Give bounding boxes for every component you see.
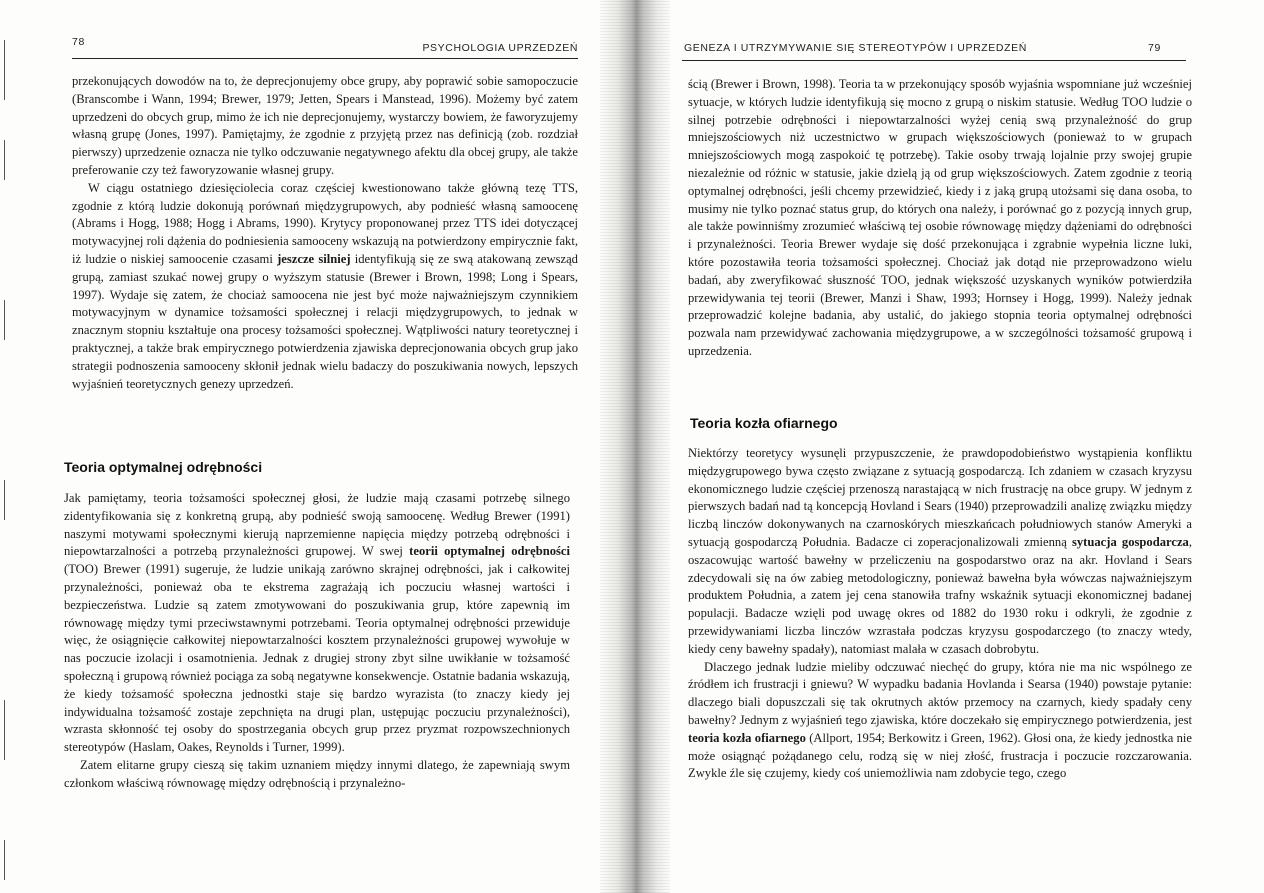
right-page (660, 0, 1264, 893)
page-number: 79 (1148, 42, 1161, 54)
paragraph: Niektórzy teoretycy wysunęli przypuszczenie, że prawdopodobieństwo wystąpienia konfliktu międzygrupowego bywa często związane z sytuacją gospodarczą. Ich zdaniem w czasach kryzysu ekonomicznego ludzie częściej przenoszą narastającą w nich frustrację na obce grupy. W jednym z pierwszych badań nad tą koncepcją Hovland i Sears (1940) przeprowadzili analizę związku między liczbą linczów dokonywanych na czarnoskórych mieszkańcach południowych stanów Ameryki a sytuacją gospodarczą Południa. Badacze ci zoperacjonalizowali zmienną sytuacja gospodarcza, oszacowując wartość bawełny w przeliczeniu na gospodarstwo oraz na akr. Hovland i Sears zdecydowali się na ów zabieg metodologiczny, ponieważ bawełna była wówczas najważniejszym produktem Południa, a zatem jej cena stanowiła trafny wskaźnik sytuacji ekonomicznej badanej populacji. Badacze wzięli pod uwagę okres od 1882 do 1930 roku i odkryli, że zgodnie z przewidywaniami liczba linczów wzrastała podczas kryzysu gospodarczego (to znaczy wtedy, kiedy ceny bawełny spadały), natomiast malała w czasach dobrobytu. (688, 446, 1192, 656)
paragraph: Zatem elitarne grupy cieszą się takim uznaniem między innymi dlatego, że zapewniają swym członkom właściwą równowagę między odrębnością i przynależno- (64, 757, 570, 790)
left-text-block-1 (72, 73, 578, 393)
page-number: 78 (72, 36, 85, 48)
right-text-block-1 (688, 76, 1192, 361)
paragraph: W ciągu ostatniego dziesięciolecia coraz częściej kwestionowano także główną tezę TTS, zgodnie z którą ludzie dokonują porównań międzygrupowych, aby podnieść własną samoocenę (Abrams i Hogg, 1988; Hogg i Abrams, 1990). Krytycy proponowanej przez TTS idei dotyczącej motywacyjnej roli dążenia do podniesienia samooceny wskazują na potwierdzony empirycznie fakt, iż ludzie o niskiej samoocenie czasami jeszcze silniej identyfikują się ze swą atakowaną zewsząd grupą, zamiast szukać nowej grupy o wyższym statusie (Brewer i Brown, 1998; Long i Spears, 1997). Wydaje się zatem, że chociaż samoocena nie jest być może najważniejszym czynnikiem motywacyjnym w dynamice tożsamości społecznej i relacji międzygrupowych, to jednak w znacznym stopniu kształtuje ona procesy tożsamości społecznej. Wątpliwości natury teoretycznej i praktycznej, a także brak empirycznego potwierdzenia zjawiska deprecjonowania obcych grup jako strategii podnoszenia samooceny skłonił jednak wielu badaczy do poszukiwania nowych, lepszych wyjaśnień teoretycznych genezy uprzedzeń. (72, 180, 578, 391)
right-text-block-2 (688, 445, 1192, 783)
left-text-block-2 (64, 490, 570, 793)
bold-term: sytuacja gospodarcza (1071, 534, 1189, 549)
running-header: GENEZA I UTRZYMYWANIE SIĘ STEREOTYPÓW I UPRZEDZEŃ (684, 42, 1027, 54)
bold-term: teorii optymalnej odrębności (409, 544, 570, 559)
header-rule (72, 58, 578, 59)
section-heading: Teoria kozła ofiarnego (690, 415, 838, 431)
paragraph: przekonujących dowodów na to, że deprecjonujemy obce grupy, aby poprawić sobie samopoczucie (Branscombe i Wann, 1994; Brewer, 1979; Jetten, Spears i Manstead, 1996). Możemy być zatem uprzedzeni do obcych grup, mimo że ich nie deprecjonujemy, wystarczy bowiem, że faworyzujemy własną grupę (Jones, 1997). Pamiętajmy, że zgodnie z przyjętą przez nas definicją (zob. rozdział pierwszy) uprzedzenie oznacza nie tylko odczuwanie negatywnego afektu dla obcej grupy, ale także preferowanie czy też faworyzowanie własnej grupy. (72, 74, 578, 177)
paragraph: ścią (Brewer i Brown, 1998). Teoria ta w przekonujący sposób wyjaśnia wspomniane już wcześniej sytuacje, w których ludzie identyfikują się mocno z grupą o niskim statusie. Według TOO ludzie o silnej potrzebie odrębności i niepowtarzalności wyżej cenią swą przynależność do grup mniejszościowych niż uczestnictwo w grupach większościowych (ponieważ to w grupach mniejszościowych mogą zaspokoić tę potrzebę). Takie osoby trwają lojalnie przy swojej grupie niezależnie od różnic w statusie, jakie dzielą ją od grup większościowych. Zatem zgodnie z teorią optymalnej odrębności, jeśli chcemy przewidzieć, kiedy i z jaką grupą utożsami się dana osoba, to musimy nie tylko poznać status grup, do których ona należy, i porównać go z pozycją innych grup, ale także powinniśmy zrozumieć właściwą tej osobie równowagę między dążeniami do odrębności i przynależności. Teoria Brewer wydaje się dość przekonująca i zgrabnie wypełnia liczne luki, które pozostawiła teoria tożsamości społecznej. Chociaż jak dotąd nie przeprowadzono wielu badań, aby zweryfikować słuszność TOO, jednak większość uzyskanych wyników potwierdziła przewidywania tej teorii (Brewer, Manzi i Shaw, 1993; Hornsey i Hogg, 1999). Należy jednak przeprowadzić kolejne badania, aby ustalić, do jakiego stopnia teoria optymalnej odrębności pozwala nam przewidywać zachowania międzygrupowe, a w szczególności tożsamość grupową i uprzedzenia. (688, 77, 1192, 358)
header-rule (682, 60, 1186, 61)
left-page (0, 0, 610, 893)
running-header: PSYCHOLOGIA UPRZEDZEŃ (422, 42, 578, 54)
paragraph: Dlaczego jednak ludzie mieliby odczuwać niechęć do grupy, która nie ma nic wspólnego ze źródłem ich frustracji i gniewu? W wypadku badania Hovlanda i Searsa (1940) powstaje pytanie: dlaczego biali dopuszczali się tak okrutnych aktów przemocy na czarnych, kiedy spadały ceny bawełny? Jednym z wyjaśnień tego zjawiska, które doczekało się empirycznego potwierdzenia, jest teoria kozła ofiarnego (Allport, 1954; Berkowitz i Green, 1962). Głosi ona, że kiedy jednostka nie może osiągnąć pożądanego celu, rodzą się w niej złość, frustracja i poczucie rozczarowania. Zwykle źle się czujemy, kiedy coś uniemożliwia nam zdobycie tego, czego (688, 659, 1193, 781)
bold-term: teoria kozła ofiarnego (688, 730, 806, 745)
section-heading: Teoria optymalnej odrębności (64, 459, 263, 475)
bold-term: jeszcze silniej (277, 251, 351, 266)
paragraph: Jak pamiętamy, teoria tożsamości społecznej głosi, że ludzie mają czasami potrzebę silnego zidentyfikowania się z konkretną grupą, aby podnieść swoją samoocenę. Według Brewer (1991) naszymi motywami społecznymi kierują naprzemienne napięcia między potrzebą odrębności i niepowtarzalności a potrzebą przynależności grupowej. W swej teorii optymalnej odrębności (TOO) Brewer (1991) sugeruje, że ludzie unikają zarówno skrajnej odrębności, jak i całkowitej przynależności, ponieważ oba te ekstrema zagrażają ich poczuciu własnej wartości i bezpieczeństwa. Ludzie są zatem zmotywowani do poszukiwania grup, które zapewnią im równowagę między tymi przeciwstawnymi potrzebami. Teoria optymalnej odrębności przewiduje więc, że osiągnięcie całkowitej niepowtarzalności kosztem przynależności grupowej wywołuje w nas poczucie izolacji i osamotnienia. Jednak z drugiej strony zbyt silne uwikłanie w tożsamość społeczną i grupową również pociąga za sobą negatywne konsekwencje. Ostatnie badania wskazują, że kiedy tożsamość społeczna jednostki staje się bardzo wyrazista (to znaczy kiedy jej indywidualna tożsamość zostaje zepchnięta na drugi plan, ustępując poczuciu przynależności), wzrasta skłonność tej osoby do spostrzegania obcych grup przez pryzmat rozpowszechnionych stereotypów (Haslam, Oakes, Reynolds i Turner, 1999). (64, 491, 571, 755)
